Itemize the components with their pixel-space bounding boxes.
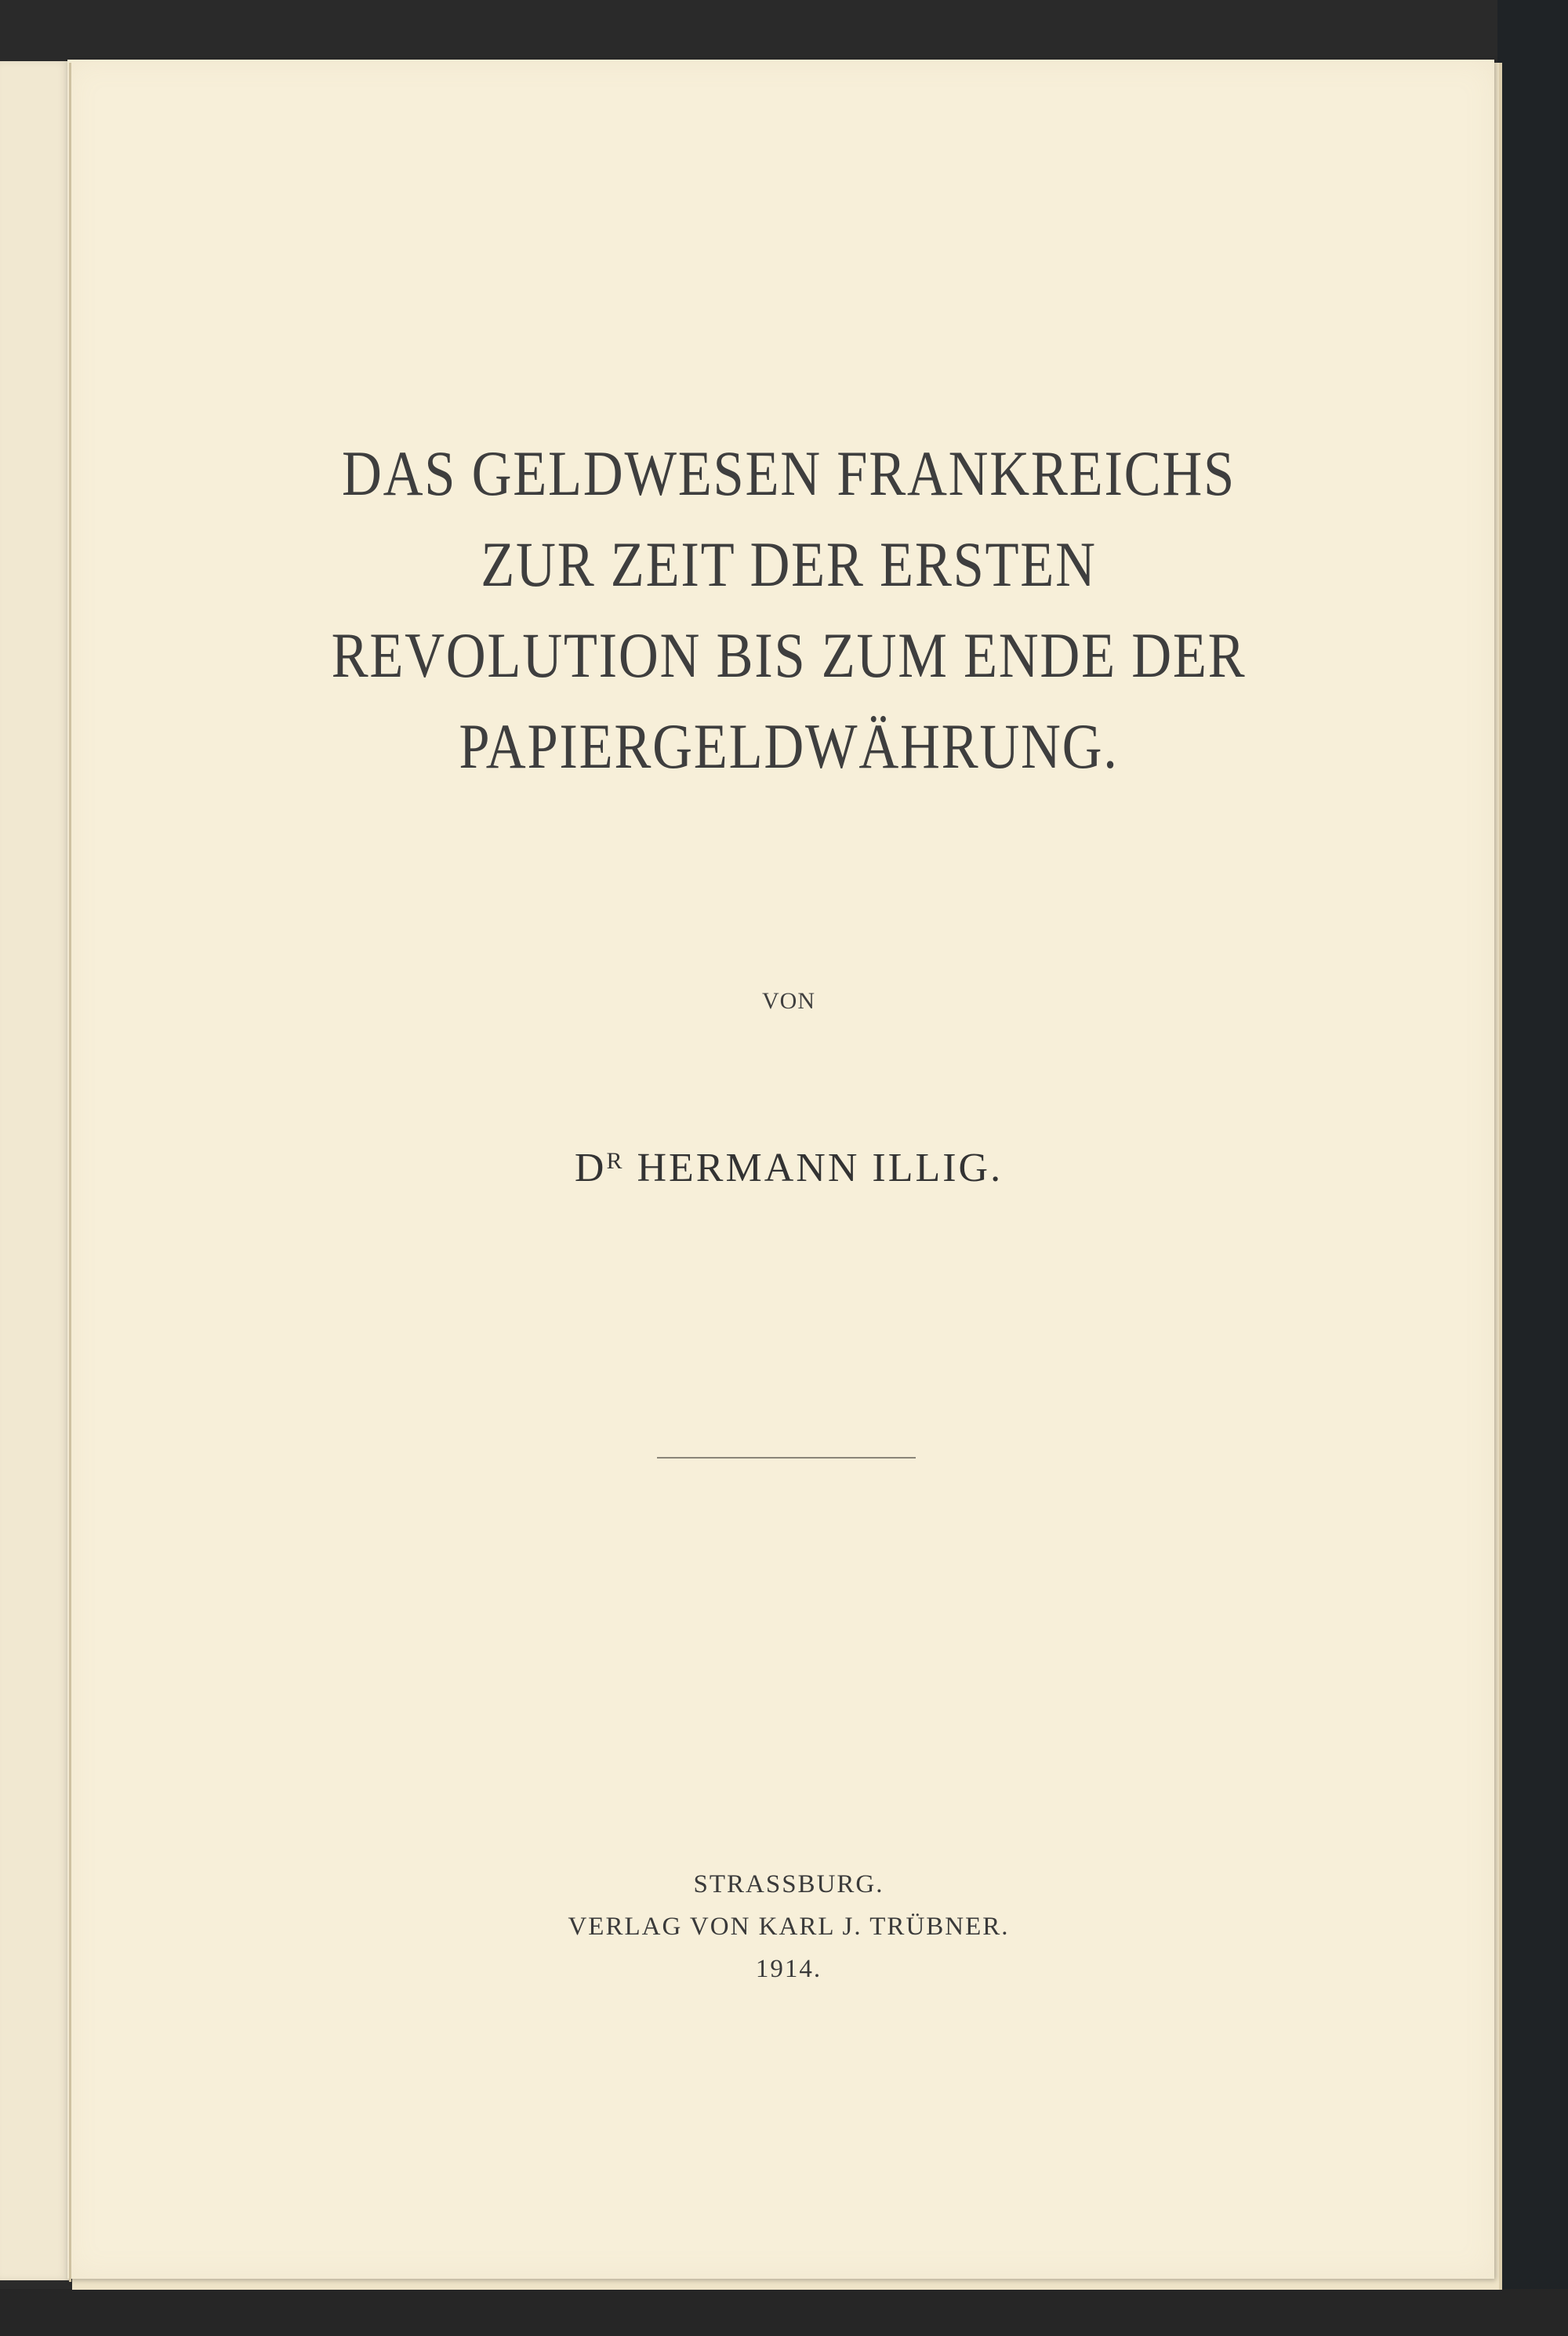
author-title-d: D	[574, 1146, 607, 1190]
divider-rule	[657, 1457, 916, 1459]
title-line-4: PAPIERGELDWÄHRUNG.	[459, 710, 1119, 782]
imprint-publisher: VERLAG VON KARL J. TRÜBNER.	[568, 1913, 1010, 1941]
title-line-3: REVOLUTION BIS ZUM ENDE DER	[331, 619, 1247, 691]
author-title-r: R	[606, 1148, 625, 1174]
gutter-line	[69, 63, 71, 2282]
title-line-1: DAS GELDWESEN FRANKREICHS	[341, 438, 1236, 509]
scan-background-bottom	[0, 2289, 1568, 2336]
title-page	[67, 60, 1494, 2279]
author-fullname: HERMANN ILLIG.	[637, 1146, 1004, 1190]
author-name	[67, 1145, 1510, 1191]
imprint-year: 1914.	[755, 1955, 822, 1983]
imprint-place: STRASSBURG.	[693, 1870, 884, 1898]
title-line-2: ZUR ZEIT DER ERSTEN	[481, 529, 1097, 600]
book-title	[276, 428, 1301, 792]
imprint	[67, 1863, 1510, 1990]
scan-background-top	[0, 0, 1568, 63]
byline: VON	[762, 988, 815, 1014]
facing-page-edge	[0, 61, 71, 2280]
